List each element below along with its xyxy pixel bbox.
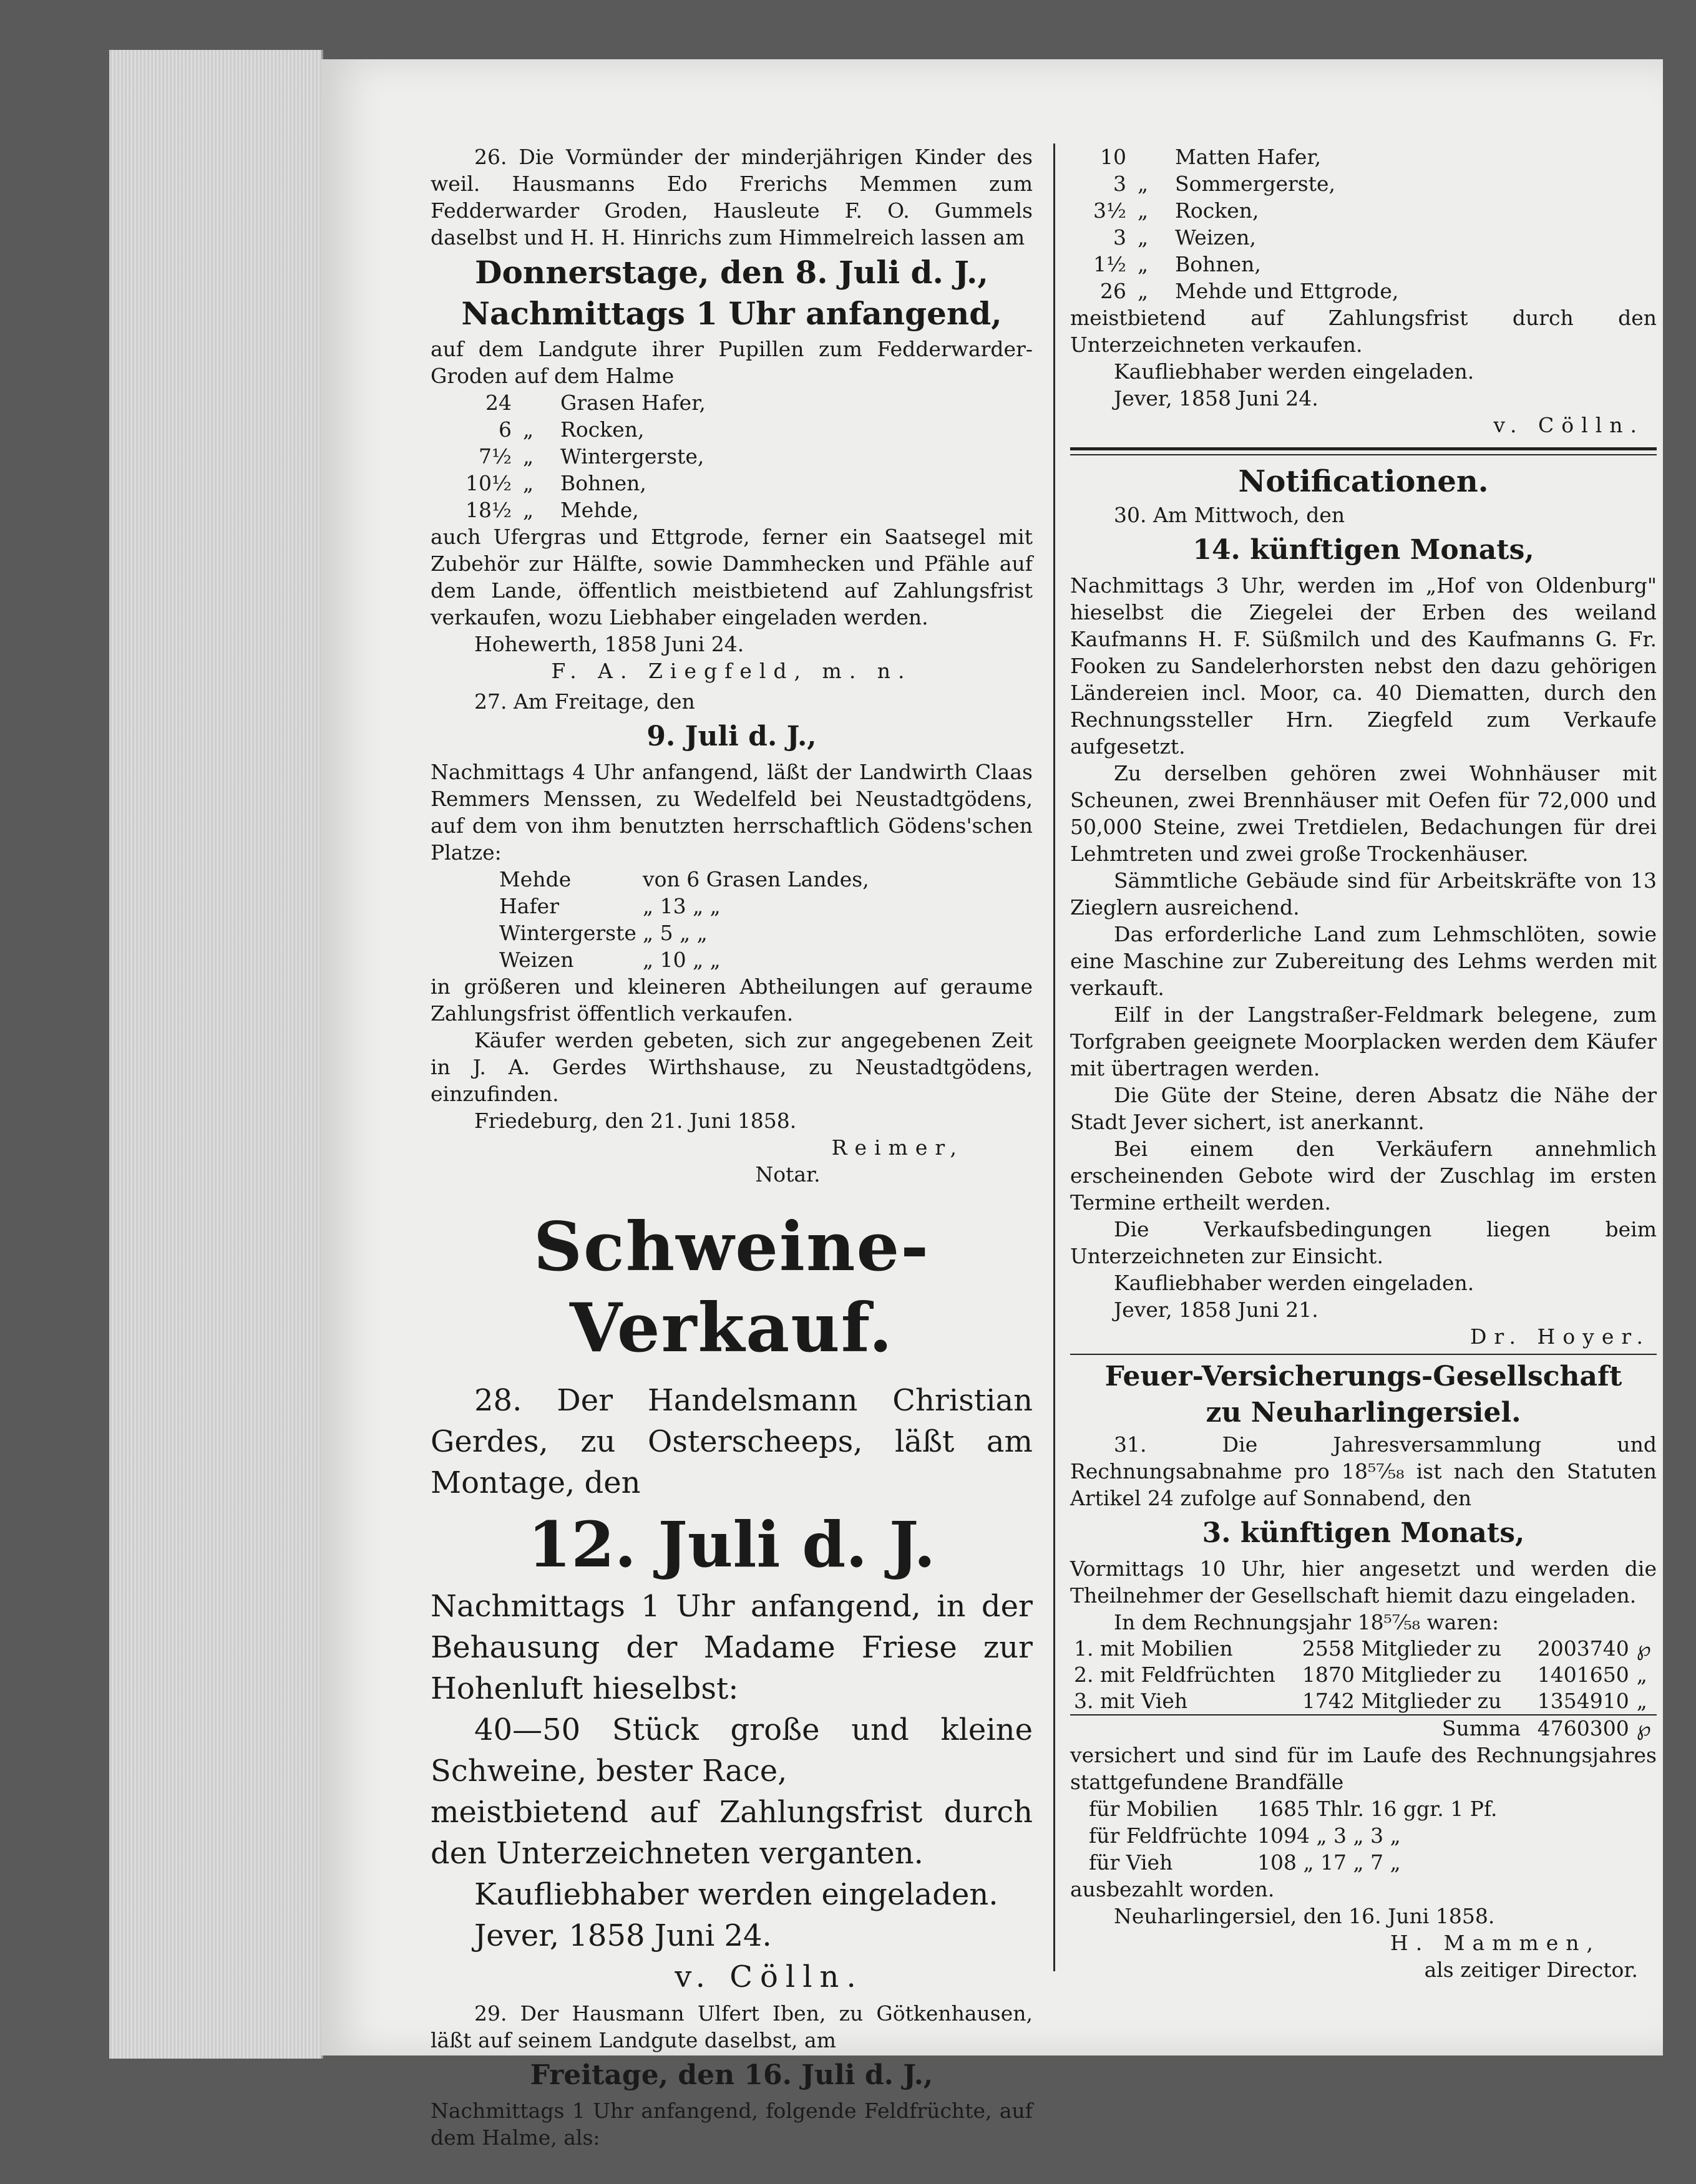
notice-28-goods: 40—50 Stück große und kleine Schweine, bester Race,: [431, 1712, 1033, 1788]
notice-27-body: Nachmittags 4 Uhr anfangend, läßt der Landwirth Claas Remmers Menssen, zu Wedelfeld bei Neustadtgödens, auf dem von ihm benutzten herrschaftlich Gödens'schen Platze:: [431, 760, 1033, 865]
table-row: 3. mit Vieh 1742 Mitglieder zu 1354910 „: [1074, 1689, 1647, 1713]
notice-30-invite: Kaufliebhaber werden eingeladen.: [1114, 1271, 1474, 1295]
notice-30-land: Das erforderliche Land zum Lehmschlöten, sowie eine Maschine zur Zubereitung des Lehms werden mit verkauft.: [1070, 922, 1657, 1000]
book-page-edges: [109, 50, 323, 2059]
notice-28-terms: meistbietend auf Zahlungsfrist durch den Unterzeichneten verganten.: [431, 1795, 1033, 1871]
pig-sale-heading: Schweine-Verkauf.: [533, 1208, 930, 1367]
notice-26-date: Donnerstage, den 8. Juli d. J.,: [475, 254, 988, 291]
notice-28-signature: v. Cölln.: [675, 1959, 864, 1994]
list-item: 3½ „ Rocken,: [1093, 198, 1259, 223]
notice-30: [1070, 502, 1657, 1350]
notice-29-terms: meistbietend auf Zahlungsfrist durch den Unterzeichneten verkaufen.: [1070, 306, 1657, 357]
list-item: Hafer „ 13 „ „: [499, 894, 721, 918]
notice-30-body: Nachmittags 3 Uhr, werden im „Hof von Oldenburg" hieselbst die Ziegelei der Erben des weiland Kaufmanns H. F. Süßmilch und des Kaufmanns G. Fr. Fooken zu Sandelerhorsten nebst den dazu gehörigen Ländereien incl. Moor, ca. 40 Diematten, durch den Rechnungssteller Hrn. Ziegfeld zum Verkaufe aufgesetzt.: [1070, 573, 1657, 759]
notice-31-signature: H. Mammen,: [1390, 1931, 1601, 1955]
list-item: 24 Grasen Hafer,: [485, 391, 706, 415]
notice-27-terms: in größeren und kleineren Abtheilungen auf geraume Zahlungsfrist öffentlich verkaufen.: [431, 974, 1033, 1026]
notice-30-buildings: Zu derselben gehören zwei Wohnhäuser mit Scheunen, zwei Brennhäuser mit Oefen für 72,000 und 50,000 Steine, zwei Tretdielen, Bedachungen für drei Lehmtreten und zwei große Trockenhäuser.: [1070, 761, 1657, 866]
notice-26-intro: 26. Die Vormünder der minderjährigen Kinder des weil. Hausmanns Edo Frerichs Memmen zum Fedderwarder Groden, Hausleute F. O. Gummels daselbst und H. H. Hinrichs zum Himmelreich lassen am: [431, 145, 1033, 250]
notice-30-bid: Bei einem den Verkäufern annehmlich erscheinenden Gebote wird der Zuschlag im ersten Termine ertheilt werden.: [1070, 1137, 1657, 1215]
notice-31-body: Vormittags 10 Uhr, hier angesetzt und werden die Theilnehmer der Gesellschaft hiemit dazu eingeladen.: [1070, 1556, 1657, 1608]
notice-28-invite: Kaufliebhaber werden eingeladen.: [474, 1877, 998, 1912]
list-item: 3 „ Weizen,: [1113, 225, 1256, 250]
notice-29-continued: [1070, 143, 1657, 439]
notice-27-intro: 27. Am Freitage, den: [474, 689, 695, 714]
notice-31-intro: 31. Die Jahresversammlung und Rechnungsabnahme pro 18⁵⁷⁄₅₈ ist nach den Statuten Artikel 24 zufolge auf Sonnabend, den: [1070, 1432, 1657, 1510]
list-item: 1½ „ Bohnen,: [1093, 252, 1261, 276]
notice-29-body: Nachmittags 1 Uhr anfangend, folgende Feldfrüchte, auf dem Halme, als:: [431, 2099, 1033, 2150]
members-table: [1070, 1636, 1657, 1742]
fire-insurance-heading: Feuer-Versicherungs-Gesellschaft: [1104, 1361, 1622, 1392]
notifications-heading: Notificationen.: [1238, 464, 1489, 499]
list-item: Wintergerste „ 5 „ „: [499, 921, 708, 945]
notice-28: [431, 1380, 1033, 1997]
section-divider: [1070, 1354, 1657, 1355]
list-item: Weizen „ 10 „ „: [499, 948, 721, 972]
notice-27-date: 9. Juli d. J.,: [646, 721, 817, 752]
column-divider: [1053, 143, 1055, 1971]
list-item: 7½ „ Wintergerste,: [479, 444, 704, 468]
notice-28-location: Nachmittags 1 Uhr anfangend, in der Behausung der Madame Friese zur Hohenluft hieselbst:: [431, 1589, 1033, 1706]
notice-29-intro: 29. Der Hausmann Ulfert Iben, zu Götkenhausen, läßt auf seinem Landgute daselbst, am: [431, 2001, 1033, 2052]
notice-30-quality: Die Güte der Steine, deren Absatz die Nähe der Stadt Jever sichert, ist anerkannt.: [1070, 1083, 1657, 1134]
table-row: 2. mit Feldfrüchten 1870 Mitglieder zu 1401650 „: [1074, 1662, 1647, 1687]
notice-30-moor: Eilf in der Langstraßer-Feldmark belegene, zum Torfgraben geeignete Moorplacken werden dem Käufer mit übertragen werden.: [1070, 1002, 1657, 1080]
fire-insurance-subheading: zu Neuharlingersiel.: [1206, 1397, 1521, 1429]
right-column: [1070, 143, 1657, 1983]
fire-claims-list: [1070, 1795, 1657, 1876]
notice-26-time: Nachmittags 1 Uhr anfangend,: [461, 295, 1002, 332]
notice-29: [431, 2000, 1033, 2151]
notice-26-place: Hohewerth, 1858 Juni 24.: [474, 632, 744, 656]
notice-30-workforce: Sämmtliche Gebäude sind für Arbeitskräfte von 13 Zieglern ausreichend.: [1070, 868, 1657, 920]
left-column: [431, 143, 1033, 2151]
table-row-total: Summa 4760300 ℘: [1070, 1715, 1657, 1742]
notice-28-place: Jever, 1858 Juni 24.: [474, 1918, 772, 1953]
notice-29-place: Jever, 1858 Juni 24.: [1114, 386, 1318, 410]
notice-31-year: In dem Rechnungsjahr 18⁵⁷⁄₅₈ waren:: [1114, 1610, 1499, 1634]
list-item: für Feldfrüchte 1094 „ 3 „ 3 „: [1089, 1823, 1401, 1848]
notice-26-body: auch Ufergras und Ettgrode, ferner ein Saatsegel mit Zubehör zur Hälfte, sowie Dammhecken und Pfähle auf dem Lande, öffentlich meistbietend auf Zahlungsfrist verkaufen, wozu Liebhaber eingeladen werden.: [431, 525, 1033, 629]
notice-27-item-list: [431, 866, 1033, 973]
notice-29-signature: v. Cölln.: [1493, 413, 1644, 437]
list-item: 10 Matten Hafer,: [1100, 145, 1322, 169]
list-item: Mehde von 6 Grasen Landes,: [499, 867, 869, 891]
notice-31-role: als zeitiger Director.: [1424, 1958, 1638, 1982]
notice-30-date: 14. künftigen Monats,: [1192, 534, 1534, 566]
notice-29-date: Freitage, den 16. Juli d. J.,: [530, 2059, 933, 2091]
notice-27-title: Notar.: [755, 1162, 821, 1187]
list-item: 10½ „ Bohnen,: [465, 471, 646, 495]
section-divider: [1070, 447, 1657, 455]
table-row: 1. mit Mobilien 2558 Mitglieder zu 2003740 ℘: [1074, 1636, 1651, 1661]
notice-31-place: Neuharlingersiel, den 16. Juni 1858.: [1114, 1904, 1495, 1928]
notice-26-signature: F. A. Ziegfeld, m. n.: [551, 659, 912, 683]
notice-31-fires: versichert und sind für im Laufe des Rechnungsjahres stattgefundene Brandfälle: [1070, 1743, 1657, 1794]
notice-30-conditions: Die Verkaufsbedingungen liegen beim Unterzeichneten zur Einsicht.: [1070, 1217, 1657, 1268]
notice-27-signature: Reimer,: [831, 1135, 964, 1160]
list-item: für Mobilien 1685 Thlr. 16 ggr. 1 Pf.: [1089, 1797, 1498, 1821]
notice-29-invite: Kaufliebhaber werden eingeladen.: [1114, 359, 1474, 384]
notice-26: [431, 143, 1033, 684]
notice-27-invite: Käufer werden gebeten, sich zur angegebenen Zeit in J. A. Gerdes Wirthshause, zu Neustadtgödens, einzufinden.: [431, 1028, 1033, 1106]
list-item: 3 „ Sommergerste,: [1113, 172, 1336, 196]
list-item: 26 „ Mehde und Ettgrode,: [1100, 279, 1399, 303]
notice-30-place: Jever, 1858 Juni 21.: [1114, 1298, 1318, 1322]
list-item: 6 „ Rocken,: [499, 417, 645, 442]
notice-27-place: Friedeburg, den 21. Juni 1858.: [474, 1109, 797, 1133]
notice-26-location: auf dem Landgute ihrer Pupillen zum Fedderwarder-Groden auf dem Halme: [431, 337, 1033, 388]
notice-30-intro: 30. Am Mittwoch, den: [1114, 503, 1345, 527]
list-item: 18½ „ Mehde,: [465, 498, 639, 522]
notice-31: [1070, 1431, 1657, 1983]
notice-28-intro: 28. Der Handelsmann Christian Gerdes, zu Osterscheeps, läßt am Montage, den: [431, 1383, 1033, 1500]
notice-31-date: 3. künftigen Monats,: [1202, 1517, 1525, 1549]
notice-31-paid: ausbezahlt worden.: [1070, 1877, 1275, 1901]
notice-27: [431, 688, 1033, 1188]
notice-28-date: 12. Juli d. J.: [527, 1508, 936, 1581]
notice-30-signature: Dr. Hoyer.: [1469, 1324, 1650, 1349]
list-item: für Vieh 108 „ 17 „ 7 „: [1089, 1850, 1401, 1875]
notice-26-item-list: [431, 389, 1033, 523]
